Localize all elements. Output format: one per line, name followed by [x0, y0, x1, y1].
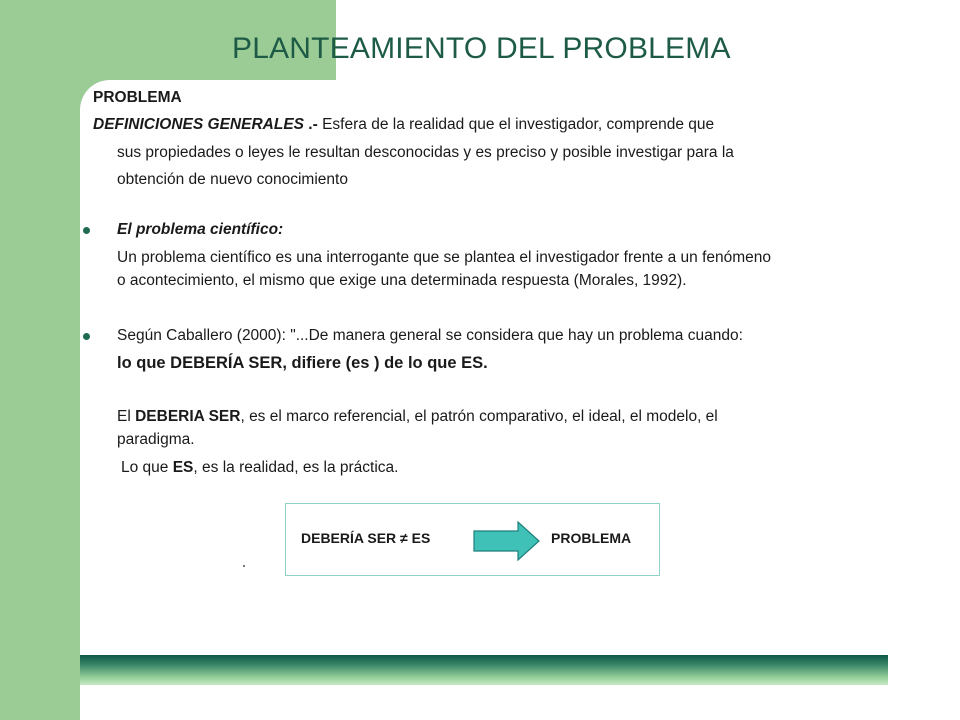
lo-que-es-term: ES — [172, 459, 194, 476]
diagram-left-label: DEBERÍA SER ≠ ES — [301, 530, 431, 546]
deberia-ser-line-1 — [117, 407, 718, 427]
lo-que-es-post: , es la realidad, es la práctica. — [193, 459, 399, 476]
bullet-dot-2 — [83, 333, 90, 340]
bullet1-line-1: Un problema científico es una interrogante que se plantea el investigador frente a un fenómeno — [117, 249, 772, 266]
deberia-ser-line-2: paradigma. — [117, 431, 195, 448]
bullet2-emphasis: lo que DEBERÍA SER, difiere (es ) de lo que ES. — [117, 354, 488, 372]
bottom-gradient-bar — [80, 655, 888, 685]
definiciones-text-1: Esfera de la realidad que el investigador, comprende que — [322, 116, 715, 133]
definiciones-sep: .- — [304, 116, 323, 133]
definiciones-line-3: obtención de nuevo conocimiento — [117, 171, 348, 188]
deberia-ser-post: , es el marco referencial, el patrón comparativo, el ideal, el modelo, el — [240, 408, 718, 425]
lo-que-es-pre: Lo que — [121, 459, 173, 476]
arrow-right-icon — [473, 521, 541, 561]
definiciones-label: DEFINICIONES GENERALES — [93, 116, 304, 133]
definiciones-line-1 — [93, 115, 714, 135]
bullet-dot-1 — [83, 227, 90, 234]
definiciones-line-2: sus propiedades o leyes le resultan desconocidas y es preciso y posible investigar para la — [117, 144, 734, 161]
diagram-right-label: PROBLEMA — [551, 530, 632, 546]
comparison-diagram — [285, 503, 660, 576]
small-dot — [243, 565, 245, 567]
lo-que-es-line — [121, 458, 398, 478]
bullet1-line-2: o acontecimiento, el mismo que exige una determinada respuesta (Morales, 1992). — [117, 272, 687, 289]
deberia-ser-pre: El — [117, 408, 136, 425]
heading-problema: PROBLEMA — [93, 89, 182, 106]
slide-title: PLANTEAMIENTO DEL PROBLEMA — [232, 32, 731, 65]
bullet1-title: El problema científico: — [117, 221, 284, 238]
bullet2-text: Según Caballero (2000): "...De manera general se considera que hay un problema cuando: — [117, 327, 743, 344]
deberia-ser-term: DEBERIA SER — [135, 408, 241, 425]
